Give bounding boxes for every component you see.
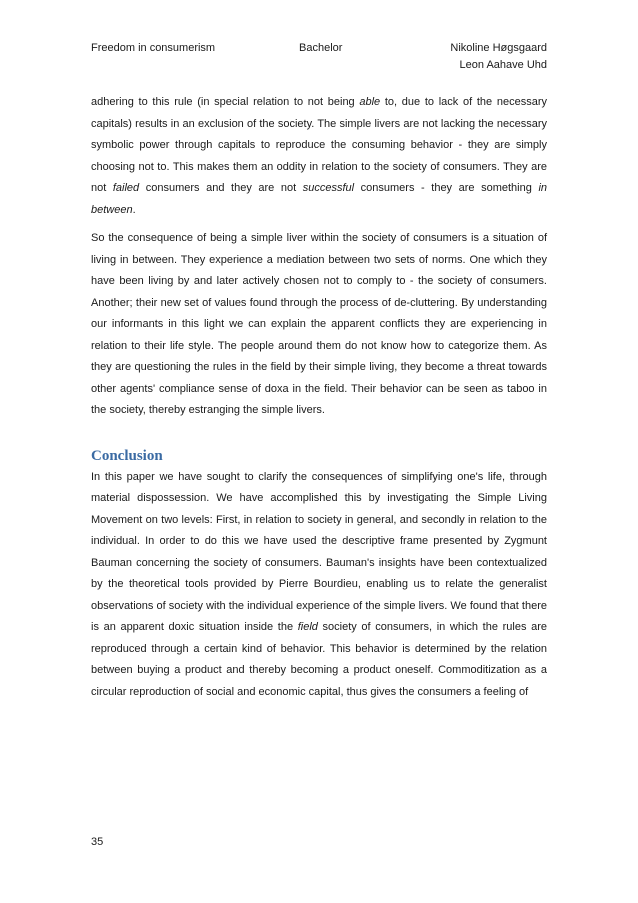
paragraph-1 — [91, 92, 547, 221]
text-run: society of consumers, in which the rules are reproduced through a certain kind of behavior. This behavior is determined by the relation between buying a product and thereby becoming a product oneself. Commoditization as a circular reproduction of social and economic capital, thus gives the consumers a feeling of — [91, 621, 547, 698]
emphasis: in between — [91, 182, 547, 216]
header-degree: Bachelor — [299, 42, 343, 54]
emphasis: successful — [302, 182, 355, 194]
text-run: In this paper we have sought to clarify the consequences of simplifying one's life, through material dispossession. We have accomplished this by investigating the Simple Living Movement on two levels: First, in relation to society in general, and secondly in relation to the individual. In order to do this we have used the descriptive frame presented by Zygmunt Bauman concerning the society of consumers. Bauman's insights have been contextualized by the theoretical tools provided by Pierre Bourdieu, enabling us to relate the generalist observations of society with the individual experience of the simple livers. We found that there is an apparent doxic situation inside the — [91, 470, 547, 633]
emphasis: able — [359, 96, 381, 108]
text-run: to, due to lack of the necessary capitals) results in an exclusion of the society. The simple livers are not lacking the necessary symbolic power through capitals to reproduce the consuming behavior - they are simply choosing not to. This makes them an oddity in relation to the society of consumers. They are not — [91, 96, 547, 194]
text-run: consumers and they are not — [139, 182, 303, 194]
emphasis: field — [297, 621, 318, 633]
conclusion-paragraph — [91, 467, 547, 704]
text-run: consumers - they are something — [354, 182, 539, 194]
header-author-2: Leon Aahave Uhd — [459, 59, 547, 71]
page-header — [91, 40, 547, 76]
page-number: 35 — [91, 836, 104, 848]
header-title: Freedom in consumerism — [91, 42, 216, 54]
section-heading: Conclusion — [91, 447, 163, 464]
header-author-1: Nikoline Høgsgaard — [450, 42, 547, 54]
emphasis: failed — [112, 182, 140, 194]
text-run: . — [132, 203, 136, 216]
header-authors — [450, 40, 547, 74]
text-run: adhering to this rule (in special relation to not being — [91, 96, 360, 108]
paragraph-2: So the consequence of being a simple liver within the society of consumers is a situation of living in between. They experience a mediation between two sets of norms. One which they have been living by and later actively chosen not to comply to - the society of consumers. Another; their new set of values found through the process of de-cluttering. By understanding our informants in this light we can explain the apparent conflicts they are experiencing in relation to their life style. The people around them do not know how to categorize them. As they are questioning the rules in the field by their simple living, they become a threat towards other agents' compliance sense of doxa in the field. Their behavior can be seen as taboo in the society, thereby estranging the simple livers. — [91, 232, 547, 416]
page-body — [91, 92, 547, 710]
